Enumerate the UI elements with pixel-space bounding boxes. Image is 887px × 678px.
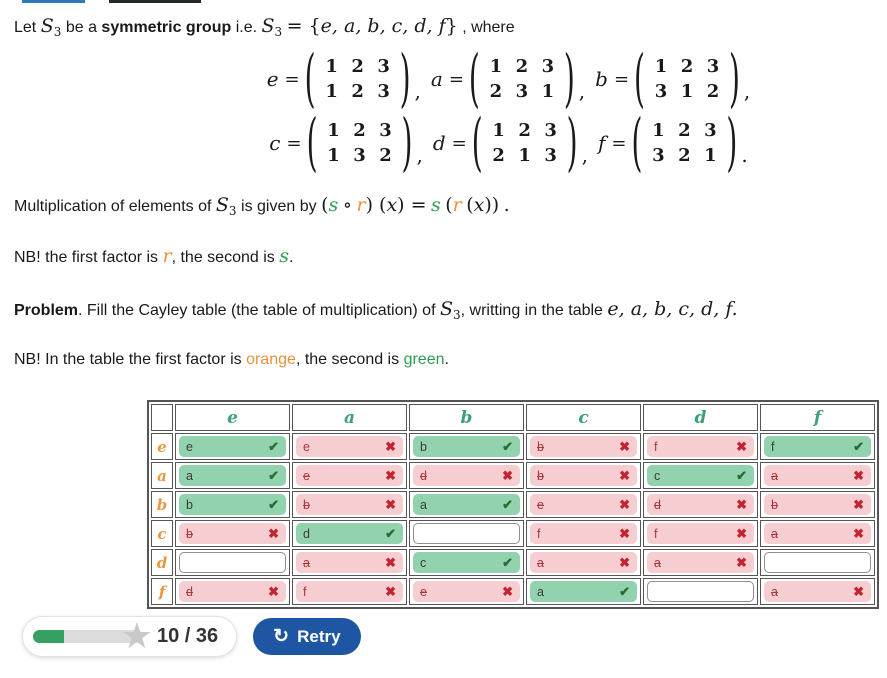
cayley-cell-input[interactable]: [296, 436, 403, 457]
problem-statement: [14, 295, 887, 324]
nb-colors-line: [14, 348, 887, 372]
equals-sign: =: [286, 132, 302, 154]
cell-value: e: [537, 497, 544, 512]
matrix-row-2: [72, 104, 887, 180]
cayley-cell-input[interactable]: [647, 436, 754, 457]
cell-value: a: [186, 468, 193, 483]
matrix-entry: 2: [518, 120, 531, 142]
s3-subscript: 3: [453, 308, 461, 323]
intro-text: , where: [462, 19, 515, 36]
cayley-cell: [292, 433, 407, 460]
matrix-entry: 3: [541, 56, 555, 78]
table-row: [151, 462, 875, 489]
correct-icon: ✔: [502, 438, 513, 454]
cell-value: f: [654, 526, 658, 541]
matrix-entry: 1: [325, 81, 338, 103]
r-factor: r: [452, 194, 462, 217]
cell-value: e: [186, 439, 193, 454]
nb-factors-line: [14, 242, 887, 271]
left-paren: (: [631, 104, 643, 180]
cayley-cell: [292, 520, 407, 547]
matrix-values: [483, 54, 561, 104]
problem-text: , writting in the table: [460, 301, 603, 319]
separator: ,: [581, 143, 588, 168]
set-elements: e, a, b, c, d, f: [320, 15, 446, 37]
wrong-icon: ✖: [853, 583, 864, 599]
col-header-e: e: [175, 404, 290, 431]
col-header-d: d: [643, 404, 758, 431]
cayley-cell: [175, 520, 290, 547]
separator: ,: [416, 143, 423, 168]
retry-button[interactable]: [253, 618, 360, 655]
correct-icon: ✔: [268, 467, 279, 483]
matrix-entry: 2: [680, 56, 694, 78]
cayley-cell-input[interactable]: [179, 494, 286, 515]
cayley-cell-input[interactable]: [764, 494, 871, 515]
s3-symbol: S: [439, 297, 453, 320]
matrix-entry: 3: [353, 145, 366, 167]
matrix-entry: 1: [492, 120, 505, 142]
cayley-cell-input[interactable]: [647, 494, 754, 515]
right-paren: ): [726, 104, 738, 180]
cell-value: e: [303, 439, 310, 454]
orange-word: orange: [246, 351, 296, 369]
cayley-cell-input[interactable]: [530, 465, 637, 486]
cell-value: d: [186, 584, 193, 599]
matrix-values: [321, 118, 399, 168]
cayley-cell: [526, 462, 641, 489]
left-paren: (: [471, 104, 483, 180]
matrix-name: a: [430, 67, 443, 92]
table-row: [151, 491, 875, 518]
row-header-f: f: [151, 578, 173, 605]
cell-value: a: [303, 555, 310, 570]
cell-value: b: [186, 526, 193, 541]
cell-value: b: [303, 497, 310, 512]
wrong-icon: ✖: [853, 525, 864, 541]
score-text: 10 / 36: [157, 625, 219, 647]
matrix-entry: 3: [544, 145, 557, 167]
intro-line: [14, 12, 887, 41]
cayley-cell-input[interactable]: [179, 436, 286, 457]
matrix-name: d: [432, 131, 446, 156]
cayley-cell-input[interactable]: [413, 494, 520, 515]
matrix-values: [648, 54, 726, 104]
matrix-entry: 2: [379, 145, 392, 167]
cayley-cell-input[interactable]: [296, 494, 403, 515]
right-paren: ): [399, 40, 411, 116]
cayley-cell-input[interactable]: [179, 581, 286, 602]
wrong-icon: ✖: [736, 554, 747, 570]
cayley-cell-input[interactable]: [413, 581, 520, 602]
period: .: [503, 194, 510, 217]
equals: ) =: [397, 194, 427, 217]
s3-subscript: 3: [228, 204, 237, 219]
cell-value: b: [537, 468, 544, 483]
cayley-cell: [526, 578, 641, 605]
matrix-entry: 2: [489, 81, 503, 103]
matrix-entry: 3: [379, 120, 392, 142]
matrix-entry: 3: [377, 81, 390, 103]
row-header-b: b: [151, 491, 173, 518]
r-factor: r: [162, 245, 172, 268]
cayley-cell-input[interactable]: [530, 552, 637, 573]
s3-subscript: 3: [53, 25, 62, 40]
cell-value: a: [537, 584, 544, 599]
corner-cell: [151, 404, 173, 431]
paren: (: [466, 194, 474, 217]
multiplication-rule: [14, 191, 887, 220]
progress-bar: [33, 614, 153, 656]
wrong-icon: ✖: [268, 583, 279, 599]
intro-text: be a: [65, 19, 97, 36]
cayley-cell-input[interactable]: [413, 436, 520, 457]
cell-value: d: [303, 526, 310, 541]
wrong-icon: ✖: [385, 496, 396, 512]
wrong-icon: ✖: [853, 467, 864, 483]
cell-value: a: [771, 584, 778, 599]
equals-sign: =: [613, 68, 630, 90]
correct-icon: ✔: [619, 583, 630, 599]
cayley-cell: [175, 491, 290, 518]
x-var: x: [473, 194, 485, 217]
paren: )): [484, 194, 500, 217]
cell-value: a: [420, 497, 427, 512]
cell-value: a: [537, 555, 544, 570]
cayley-cell-input[interactable]: [413, 552, 520, 573]
equals-sign: =: [448, 68, 464, 90]
cayley-cell-input[interactable]: [296, 523, 403, 544]
cayley-cell: [760, 462, 875, 489]
table-row: [151, 433, 875, 460]
matrix-entry: 1: [680, 81, 694, 103]
matrix-entry: 2: [351, 56, 364, 78]
matrix-e: [266, 40, 421, 116]
cayley-cell: [643, 433, 758, 460]
matrix-values: [486, 118, 564, 168]
cell-value: b: [771, 497, 778, 512]
row-header-c: c: [151, 520, 173, 547]
matrix-entry: 1: [654, 56, 668, 78]
cayley-cell: [409, 462, 524, 489]
wrong-icon: ✖: [502, 467, 513, 483]
col-header-c: c: [526, 404, 641, 431]
cayley-cell-input[interactable]: [530, 436, 637, 457]
correct-icon: ✔: [268, 438, 279, 454]
cayley-cell: [643, 549, 758, 576]
matrix-name: f: [597, 131, 606, 156]
cell-value: e: [303, 468, 310, 483]
s-factor: s: [279, 245, 289, 268]
star-icon: ★: [120, 614, 153, 656]
separator: ,: [743, 79, 751, 104]
cell-value: f: [654, 439, 658, 454]
matrix-entry: 3: [544, 120, 557, 142]
matrices-block: [72, 40, 887, 180]
matrix-a: [430, 40, 586, 116]
col-header-f: f: [760, 404, 875, 431]
wrong-icon: ✖: [385, 554, 396, 570]
progress-fill: [33, 630, 64, 643]
cayley-cell: [292, 462, 407, 489]
col-header-b: b: [409, 404, 524, 431]
paren: (: [445, 194, 453, 217]
right-paren: ): [563, 40, 575, 116]
set-close: }: [445, 15, 458, 37]
cayley-cell: [526, 433, 641, 460]
s3-symbol: S: [215, 194, 229, 217]
wrong-icon: ✖: [619, 554, 630, 570]
cayley-cell: [409, 578, 524, 605]
cayley-cell: [292, 549, 407, 576]
col-header-a: a: [292, 404, 407, 431]
correct-icon: ✔: [502, 554, 513, 570]
wrong-icon: ✖: [268, 525, 279, 541]
equals-sign: =: [611, 132, 627, 154]
matrix-entry: 1: [325, 56, 338, 78]
cayley-cell: [643, 520, 758, 547]
cayley-cell: [526, 491, 641, 518]
right-paren: ): [728, 40, 740, 116]
matrix-entry: 1: [327, 120, 340, 142]
top-right-button-fragment[interactable]: [109, 0, 201, 3]
correct-icon: ✔: [385, 525, 396, 541]
equals-sign: =: [451, 132, 467, 154]
cell-value: e: [420, 584, 427, 599]
cayley-cell: [760, 549, 875, 576]
cayley-cell-input[interactable]: [413, 523, 520, 544]
header-row: [151, 404, 875, 431]
matrix-entry: 2: [492, 145, 505, 167]
matrix-entry: 1: [327, 145, 340, 167]
cayley-cell: [409, 549, 524, 576]
matrix-entry: 2: [515, 56, 529, 78]
green-word: green: [403, 351, 445, 369]
cayley-cell: [643, 491, 758, 518]
wrong-icon: ✖: [619, 496, 630, 512]
wrong-icon: ✖: [619, 467, 630, 483]
cayley-cell: [409, 520, 524, 547]
matrix-name: b: [595, 67, 608, 92]
cayley-cell-input[interactable]: [764, 581, 871, 602]
nb-text: , the second is: [295, 351, 400, 369]
cayley-cell: [526, 549, 641, 576]
symmetric-group-term: symmetric group: [101, 19, 232, 36]
compose-operator: ∘: [342, 194, 353, 217]
wrong-icon: ✖: [736, 438, 747, 454]
problem-text: . Fill the Cayley table (the table of multiplication) of: [78, 301, 436, 319]
cayley-cell: [292, 578, 407, 605]
set-open: = {: [286, 15, 321, 37]
cayley-cell-input[interactable]: [296, 552, 403, 573]
cayley-cell-input[interactable]: [647, 552, 754, 573]
cayley-cell: [175, 462, 290, 489]
progress-widget: [22, 616, 237, 657]
cayley-cell: [643, 462, 758, 489]
matrix-entry: 1: [489, 56, 503, 78]
x-var: x: [386, 194, 398, 217]
cayley-cell: [643, 578, 758, 605]
cayley-cell: [175, 433, 290, 460]
left-paren: (: [306, 104, 318, 180]
wrong-icon: ✖: [619, 525, 630, 541]
cayley-cell: [409, 433, 524, 460]
separator: ,: [578, 79, 586, 104]
intro-text: i.e.: [235, 19, 258, 36]
cayley-cell: [409, 491, 524, 518]
matrix-entry: 3: [652, 145, 665, 167]
left-paren: (: [304, 40, 316, 116]
cayley-cell-input[interactable]: [296, 581, 403, 602]
cayley-cell-input[interactable]: [413, 465, 520, 486]
matrix-entry: 3: [704, 120, 717, 142]
cayley-cell-input[interactable]: [296, 465, 403, 486]
r-factor: r: [356, 194, 366, 217]
cell-value: b: [186, 497, 193, 512]
right-paren: ): [401, 104, 413, 180]
cayley-cell-input[interactable]: [179, 523, 286, 544]
matrix-entry: 3: [515, 81, 529, 103]
matrix-entry: 2: [353, 120, 366, 142]
row-header-d: d: [151, 549, 173, 576]
cayley-cell: [760, 578, 875, 605]
nb-text: NB! In the table the first factor is: [14, 351, 242, 369]
left-paren: (: [634, 40, 645, 116]
matrix-entry: 3: [654, 81, 668, 103]
cayley-cell: [760, 520, 875, 547]
cayley-cell-input[interactable]: [764, 523, 871, 544]
cayley-cell: [526, 520, 641, 547]
retry-icon: ↻: [273, 626, 290, 647]
cell-value: f: [303, 584, 307, 599]
cayley-table: [147, 400, 879, 609]
wrong-icon: ✖: [619, 438, 630, 454]
left-paren: (: [468, 40, 480, 116]
row-header-e: e: [151, 433, 173, 460]
cell-value: d: [654, 497, 661, 512]
rule-text: Multiplication of elements of: [14, 198, 212, 216]
cayley-cell-input[interactable]: [764, 436, 871, 457]
matrix-entry: 2: [678, 145, 691, 167]
nb-text: NB! the first factor is: [14, 249, 159, 267]
correct-icon: ✔: [853, 438, 864, 454]
wrong-icon: ✖: [385, 467, 396, 483]
cayley-cell-input[interactable]: [179, 465, 286, 486]
cayley-cell-input[interactable]: [764, 552, 871, 573]
matrix-entry: 2: [706, 81, 720, 103]
retry-label: Retry: [297, 626, 341, 646]
cayley-cell: [175, 549, 290, 576]
cayley-cell: [175, 578, 290, 605]
matrix-entry: 3: [377, 56, 390, 78]
correct-icon: ✔: [268, 496, 279, 512]
wrong-icon: ✖: [853, 496, 864, 512]
cell-value: d: [420, 468, 427, 483]
cayley-cell-input[interactable]: [764, 465, 871, 486]
cell-value: f: [537, 526, 541, 541]
footer: [22, 616, 361, 657]
wrong-icon: ✖: [736, 525, 747, 541]
cayley-cell-input[interactable]: [530, 494, 637, 515]
cayley-cell-input[interactable]: [530, 523, 637, 544]
cell-value: a: [771, 468, 778, 483]
wrong-icon: ✖: [736, 496, 747, 512]
problem-label: Problem: [14, 301, 79, 319]
table-row: [151, 549, 875, 576]
period: .: [288, 249, 294, 267]
top-left-button-fragment[interactable]: [22, 0, 85, 3]
row-header-a: a: [151, 462, 173, 489]
cayley-cell: [760, 433, 875, 460]
s3-symbol: S: [40, 15, 54, 37]
wrong-icon: ✖: [385, 583, 396, 599]
matrix-values: [319, 54, 397, 104]
matrix-entry: 3: [706, 56, 720, 78]
table-row: [151, 520, 875, 547]
matrix-name: c: [269, 131, 281, 156]
separator: .: [741, 143, 748, 168]
cell-value: f: [771, 439, 775, 454]
matrix-values: [645, 118, 723, 168]
equals-sign: =: [284, 68, 300, 90]
s-factor: s: [431, 194, 441, 217]
cayley-cell: [292, 491, 407, 518]
separator: ,: [414, 79, 421, 104]
matrix-entry: 2: [351, 81, 364, 103]
element-list: e, a, b, c, d, f.: [607, 297, 738, 320]
cayley-cell-input[interactable]: [179, 552, 286, 573]
nb-text: , the second is: [171, 249, 275, 267]
table-row: [151, 578, 875, 605]
right-paren: ): [566, 104, 578, 180]
matrix-entry: 1: [652, 120, 665, 142]
correct-icon: ✔: [736, 467, 747, 483]
cell-value: b: [537, 439, 544, 454]
s3-symbol: S: [261, 15, 275, 37]
matrix-f: [597, 104, 748, 180]
matrix-entry: 1: [518, 145, 531, 167]
matrix-entry: 1: [704, 145, 717, 167]
wrong-icon: ✖: [502, 583, 513, 599]
cayley-cell-input[interactable]: [647, 523, 754, 544]
cayley-cell-input[interactable]: [530, 581, 637, 602]
matrix-entry: 1: [541, 81, 555, 103]
paren: ) (: [365, 194, 387, 217]
cell-value: a: [654, 555, 661, 570]
paren: (: [321, 194, 329, 217]
matrix-entry: 2: [678, 120, 691, 142]
s-factor: s: [328, 194, 339, 217]
cayley-cell: [760, 491, 875, 518]
cell-value: b: [420, 439, 427, 454]
cell-value: a: [771, 526, 778, 541]
s3-subscript: 3: [274, 25, 283, 40]
cell-value: c: [420, 555, 427, 570]
correct-icon: ✔: [502, 496, 513, 512]
matrix-name: e: [266, 67, 279, 92]
rule-text: is given by: [241, 198, 317, 216]
cell-value: c: [654, 468, 661, 483]
cayley-cell-input[interactable]: [647, 465, 754, 486]
wrong-icon: ✖: [385, 438, 396, 454]
period: .: [444, 351, 449, 369]
cayley-cell-input[interactable]: [647, 581, 754, 602]
intro-text: Let: [14, 19, 37, 36]
